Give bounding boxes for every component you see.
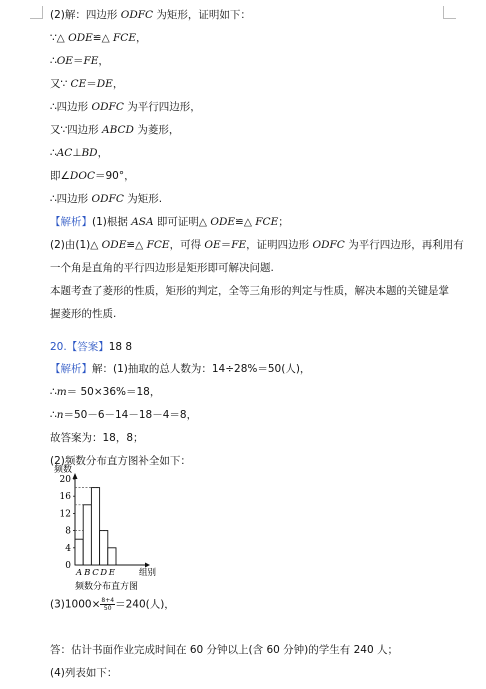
text-fragment: 为菱形， xyxy=(133,124,180,136)
text-fragment: ≌△ xyxy=(126,239,147,251)
text-line xyxy=(50,385,160,399)
text-fragment: ODE xyxy=(101,239,127,251)
text-fragment: 又∵四边形 xyxy=(50,124,103,136)
text-line xyxy=(50,431,144,445)
x-category-label: E xyxy=(108,568,116,578)
text-fragment: FCE xyxy=(146,239,170,251)
text-fragment: 即∠ xyxy=(50,170,70,182)
text-fragment: 【解析】 xyxy=(50,216,92,228)
fraction-numerator: 8+4 xyxy=(101,597,115,604)
text-fragment: ⊥ xyxy=(72,147,82,159)
text-fragment: 为矩形. xyxy=(123,193,163,205)
text-line xyxy=(50,408,197,422)
text-line xyxy=(50,169,135,183)
text-line xyxy=(50,100,201,114)
text-fragment: ＝90°， xyxy=(94,170,135,182)
text-fragment: FE xyxy=(231,239,247,251)
text-fragment: (2)由(1)△ xyxy=(50,239,102,251)
histogram-bar xyxy=(100,531,108,565)
x-axis-label: 组别 xyxy=(139,568,157,578)
text-fragment: 握菱形的性质. xyxy=(50,308,117,320)
y-tick-label: 8 xyxy=(65,526,71,537)
text-fragment: ≌△ xyxy=(92,32,114,44)
text-fragment: ∴ xyxy=(50,386,57,398)
fraction-denominator: 50 xyxy=(103,605,112,612)
text-fragment: (1)根据 xyxy=(92,216,132,228)
text-fragment: ，证明四边形 xyxy=(246,239,313,251)
histogram-bar xyxy=(91,488,99,565)
text-fragment: ODE xyxy=(68,32,93,44)
chart-caption: 频数分布直方图 xyxy=(75,582,139,592)
text-fragment: ∴ xyxy=(50,147,57,159)
text-fragment: ODFC xyxy=(91,101,124,113)
formula-suffix: ＝240(人)， xyxy=(115,598,175,611)
text-fragment: ，可得 xyxy=(169,239,205,251)
text-fragment: ＝ xyxy=(72,55,84,67)
text-fragment: FCE xyxy=(113,32,136,44)
text-fragment: ODFC xyxy=(120,9,154,21)
text-line xyxy=(50,261,274,275)
text-fragment: ＝ xyxy=(86,78,97,90)
text-line xyxy=(50,77,123,91)
text-fragment: FE xyxy=(83,55,99,67)
y-tick-label: 20 xyxy=(59,475,71,485)
y-axis-arrow xyxy=(73,473,78,479)
y-tick-label: 4 xyxy=(65,543,71,554)
text-fragment: ∴ xyxy=(50,55,57,67)
text-fragment: m xyxy=(56,386,67,398)
text-fragment: 【答案】 xyxy=(66,341,109,353)
text-fragment: ； xyxy=(278,216,289,228)
text-fragment: 故答案为：18，8； xyxy=(50,432,144,444)
text-fragment: ABCD xyxy=(102,124,134,136)
text-fragment: ＝50－6－14－18－4＝8， xyxy=(63,409,198,421)
x-axis-arrow xyxy=(145,563,150,568)
text-fragment: ， xyxy=(136,32,147,44)
text-fragment: ∴ xyxy=(50,409,57,421)
text-fragment: (2)频数分布直方图补全如下： xyxy=(50,455,191,467)
text-fragment: ODFC xyxy=(91,193,124,205)
page-corner-mark xyxy=(30,6,43,19)
text-line xyxy=(50,340,132,354)
text-fragment: DE xyxy=(96,78,113,90)
text-fragment: ＝ 50×36%＝18， xyxy=(66,386,161,398)
text-fragment: 20. xyxy=(50,341,67,353)
text-line xyxy=(50,238,464,252)
text-fragment: 即可证明△ xyxy=(153,216,211,228)
histogram-bar xyxy=(75,539,83,565)
page-corner-mark xyxy=(443,6,456,19)
text-fragment: OE xyxy=(204,239,221,251)
fraction xyxy=(100,597,115,612)
text-line xyxy=(50,307,116,321)
text-fragment: ， xyxy=(97,147,109,159)
histogram-bar xyxy=(108,548,116,565)
text-line xyxy=(50,362,310,376)
text-fragment: ODE xyxy=(210,216,236,228)
text-line xyxy=(50,31,147,45)
text-fragment: n xyxy=(56,409,64,421)
text-fragment: 本题考查了菱形的性质，矩形的判定，全等三角形的判定与性质，解决本题的关键是掌 xyxy=(50,285,449,297)
text-fragment: 18 8 xyxy=(108,341,133,353)
text-line xyxy=(50,54,109,68)
text-fragment: AC xyxy=(56,147,73,159)
x-category-label: B xyxy=(84,568,91,578)
text-fragment: FCE xyxy=(255,216,279,228)
text-fragment: ∴四边形 xyxy=(50,101,92,113)
y-tick-label: 12 xyxy=(59,509,71,520)
histogram-chart xyxy=(50,462,170,592)
text-line xyxy=(50,643,398,657)
text-fragment: 为平行四边形， xyxy=(123,101,201,113)
text-line xyxy=(50,192,162,206)
text-fragment: ， xyxy=(112,78,124,90)
y-axis-label: 频数 xyxy=(54,465,73,475)
x-category-label: D xyxy=(100,568,108,578)
text-fragment: (4)列表如下： xyxy=(50,667,118,679)
text-fragment: 又∵ xyxy=(50,78,71,90)
text-fragment: 解：(1)抽取的总人数为：14÷28%＝50(人)， xyxy=(92,363,311,375)
text-fragment: BD xyxy=(81,147,98,159)
text-line xyxy=(50,215,289,229)
text-line xyxy=(50,284,449,298)
formula-line-3 xyxy=(50,597,175,612)
histogram-bar xyxy=(83,505,91,565)
text-fragment: ODFC xyxy=(312,239,345,251)
text-fragment: DOC xyxy=(69,170,95,182)
text-fragment: ASA xyxy=(131,216,154,228)
text-line xyxy=(50,146,108,160)
text-fragment: ∴四边形 xyxy=(50,193,92,205)
text-fragment: 一个角是直角的平行四边形是矩形即可解决问题. xyxy=(50,262,274,274)
text-fragment: (2)解：四边形 xyxy=(50,9,121,21)
text-fragment: 【解析】 xyxy=(50,363,92,375)
text-fragment: ， xyxy=(98,55,109,67)
x-category-label: A xyxy=(76,568,83,578)
text-fragment: ∵△ xyxy=(50,32,69,44)
text-fragment: OE xyxy=(56,55,73,67)
y-tick-label: 0 xyxy=(65,561,71,571)
text-line xyxy=(50,8,251,22)
text-fragment: 为矩形，证明如下： xyxy=(153,9,251,21)
x-category-label: C xyxy=(92,568,99,578)
text-fragment: 为平行四边形，再利用有 xyxy=(344,239,464,251)
text-fragment: ＝ xyxy=(220,239,232,251)
y-tick-label: 16 xyxy=(59,492,71,503)
formula-prefix: (3)1000× xyxy=(50,598,101,611)
text-line xyxy=(50,666,117,680)
text-fragment: ≌△ xyxy=(235,216,256,228)
text-line xyxy=(50,123,179,137)
text-fragment: CE xyxy=(70,78,87,90)
text-fragment: 答：估计书面作业完成时间在 60 分钟以上(含 60 分钟)的学生有 240 人； xyxy=(50,644,398,656)
